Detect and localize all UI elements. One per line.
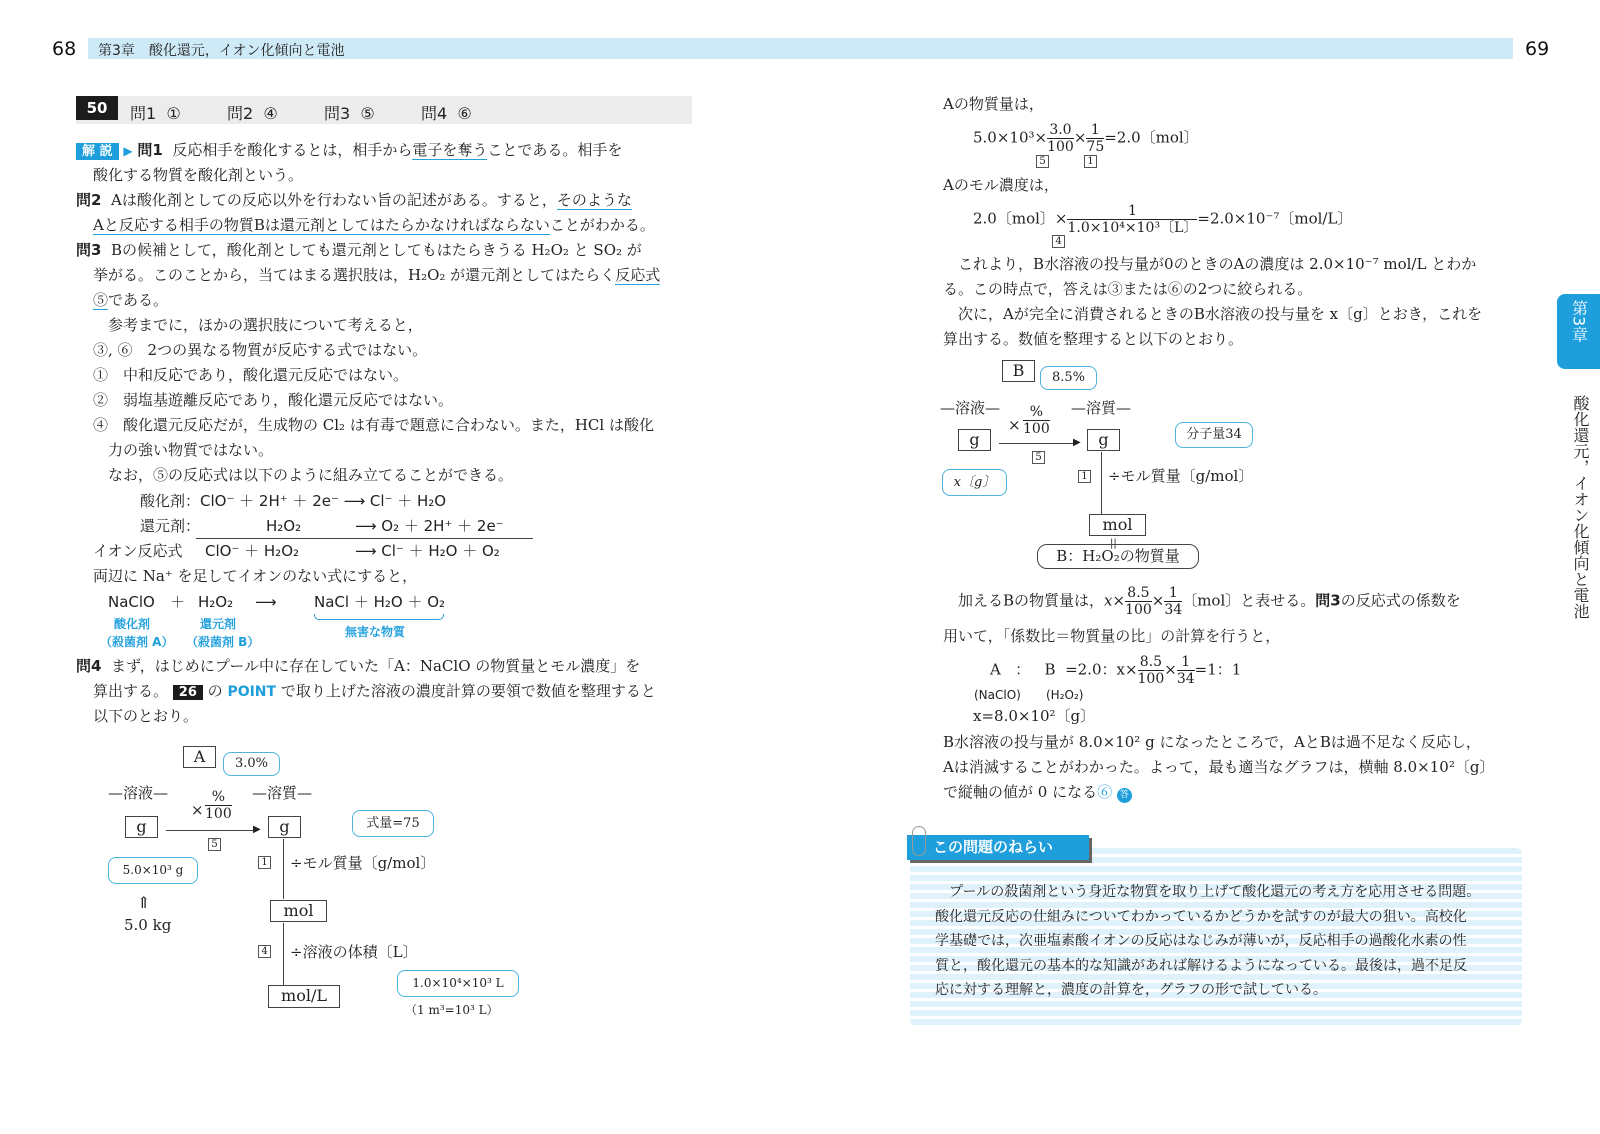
q4-line2: 算出する。 26 の POINT で取り上げた溶液の濃度計算の要領で数値を整理すると xyxy=(93,682,656,700)
triangle-icon: ▶ xyxy=(123,144,133,158)
build-intro: なお，⑤の反応式は以下のように組み立てることができる。 xyxy=(108,466,514,484)
ratio-note-a: (NaClO) xyxy=(974,688,1021,702)
answer-q2: 問2 ④ xyxy=(227,104,278,123)
p5-line1: B水溶液の投与量が 8.0×10² g になったところで，AとBは過不足なく反応し， xyxy=(943,733,1481,751)
chapter-title: 第3章 酸化還元，イオン化傾向と電池 xyxy=(98,43,345,59)
q3-line2: 挙がる。このことから，当てはまる選択肢は，H₂O₂ が還元剤としてはたらく反応式 xyxy=(93,266,661,284)
eq2: 2.0〔mol〕× $\frac{1}{\text{1.0×10⁴×10³〔L〕}}$ =2.0×10⁻⁷〔mol/L〕 xyxy=(973,203,1353,236)
side-tab-chapter: 第3章 xyxy=(1569,300,1589,343)
reference-item: ③, ⑥ 2つの異なる物質が反応する式ではない。 xyxy=(93,341,428,359)
arrow-head-icon: ▶ xyxy=(1073,437,1081,448)
side-tab-title: 酸化還元，イオン化傾向と電池 xyxy=(1571,395,1590,619)
mol-per-l-box: mol/L xyxy=(268,985,340,1008)
a-conc-intro: Aのモル濃度は， xyxy=(943,176,1059,194)
volume-note: （1 m³=10³ L） xyxy=(405,1003,499,1017)
arrow-line-b xyxy=(999,443,1077,444)
p2-line2: 算出する。数値を整理すると以下のとおり。 xyxy=(943,330,1244,348)
solution-g-box-b: g xyxy=(958,429,991,451)
reducer-left: H₂O₂ xyxy=(266,517,302,535)
arrow-head-icon: ▶ xyxy=(253,824,261,835)
q4-paragraph: 問4 まず，はじめにプール中に存在していた「A：NaClO の物質量とモル濃度」を xyxy=(76,657,641,675)
solute-g-box-b: g xyxy=(1087,429,1120,451)
mult-sign-b: × xyxy=(1008,416,1021,434)
solution-label: —溶液— xyxy=(108,784,169,802)
p5-line3: で縦軸の値が 0 になる⑥ 答 xyxy=(943,782,1132,803)
arrow-down-line-2 xyxy=(283,923,284,987)
r1-note2: （殺菌剤 A） xyxy=(100,635,174,649)
p2-line1: 次に，Aが完全に消費されるときのB水溶液の投与量を x〔g〕とおき，これを xyxy=(958,305,1483,323)
q4-line3: 以下のとおり。 xyxy=(93,707,199,725)
eq1: 5.0×10³× $\frac{3.0}{100}$ × $\frac{1}{75}$ =2.0〔mol〕 xyxy=(973,122,1199,155)
eq-products: NaCl ＋ H₂O ＋ O₂ xyxy=(314,593,446,611)
q3-paragraph: 問3 Bの候補として，酸化剤としても還元剤としてもはたらきうる H₂O₂ と SO₂ が xyxy=(76,241,642,259)
step-4-tag: 4 xyxy=(258,945,271,958)
ratio-note-b: (H₂O₂) xyxy=(1046,688,1084,702)
paperclip-icon xyxy=(912,826,926,856)
result-box: B：H₂O₂の物質量 xyxy=(1037,544,1199,569)
arrow-line xyxy=(166,830,258,831)
x-result: x=8.0×10²〔g〕 xyxy=(973,707,1096,725)
na-intro: 両辺に Na⁺ を足してイオンのない式にすると， xyxy=(93,567,418,585)
a-amount-intro: Aの物質量は， xyxy=(943,95,1044,113)
reducer-label: 還元剤： xyxy=(140,517,201,535)
q2-line2: Aと反応する相手の物質Bは還元剤としてはたらかなければならないことがわかる。 xyxy=(93,216,655,234)
mass-bubble: 5.0×10³ g xyxy=(108,857,198,884)
p4: 用いて，「係数比＝物質量の比」の計算を行うと， xyxy=(943,627,1281,645)
eq-arrow: ⟶ xyxy=(255,593,277,611)
aim-text: プールの殺菌剤という身近な物質を取り上げて酸化還元の考え方を応用させる問題。 酸化還元反応の仕組みについてわかっているかどうかを試すのが最大の狙い。高校化 学基礎では，次亜塩素酸イオンの反応はなじみが薄いが，反応相手の過酸化水素の性 質と，酸化還元の基本的な知識があれば解けるようになっている。最後は，過不足反 応に対する理解と，濃度の計算を，グラフの形で試している。 xyxy=(935,884,1481,998)
percent-bubble-b: 8.5% xyxy=(1040,366,1097,390)
percent-fraction-b: % 100 xyxy=(1023,404,1050,437)
products-note: 無害な物質 xyxy=(345,625,406,639)
diagram-a-title: A xyxy=(183,746,216,768)
eq-reactant1: NaClO xyxy=(108,593,155,611)
formula-weight-bubble: 式量=75 xyxy=(352,810,434,837)
ionic-left: ClO⁻ ＋ H₂O₂ xyxy=(205,542,300,560)
div-molar-mass: ÷モル質量〔g/mol〕 xyxy=(290,854,436,872)
div-molar-mass-b: ÷モル質量〔g/mol〕 xyxy=(1108,467,1254,485)
p3: 加えるBの物質量は，x× $\frac{8.5}{100}$ × $\frac{1}{34}$ 〔mol〕と表せる。問3の反応式の係数を xyxy=(958,585,1461,618)
answer-badge-icon: 答 xyxy=(1117,788,1132,803)
q2-paragraph: 問2 Aは酸化剤としての反応以外を行わない旨の記述がある。すると，そのような xyxy=(76,191,632,209)
solution-g-box: g xyxy=(125,816,158,838)
q1-line2: 酸化する物質を酸化剤という。 xyxy=(93,166,304,184)
r2-note: 還元剤 xyxy=(200,617,237,631)
solute-g-box: g xyxy=(268,816,301,838)
r1-note: 酸化剤 xyxy=(114,617,151,631)
ref-badge: 26 xyxy=(173,685,203,700)
mol-box-b: mol xyxy=(1089,514,1146,536)
products-brace xyxy=(314,614,444,620)
reference-item: ④ 酸化還元反応だが，生成物の Cl₂ は有毒で題意に合わない。また，HCl は酸化 xyxy=(93,416,654,434)
p1-line1: これより，B水溶液の投与量が0のときのAの濃度は 2.0×10⁻⁷ mol/L とわか xyxy=(958,255,1477,273)
p1-line2: る。この時点で，答えは③または⑥の2つに絞られる。 xyxy=(943,280,1313,298)
eq1-step1-tag: 1 xyxy=(1084,155,1097,168)
reference-item: 力の強い物質ではない。 xyxy=(108,441,274,459)
p5-line2: Aは消滅することがわかった。よって，最も適当なグラフは，横軸 8.0×10²〔g〕 xyxy=(943,758,1495,776)
reference-item: ① 中和反応であり，酸化還元反応ではない。 xyxy=(93,366,409,384)
explanation-badge: 解 説 xyxy=(76,143,119,160)
volume-bubble: 1.0×10⁴×10³ L xyxy=(397,970,519,997)
answer-q3: 問3 ⑤ xyxy=(324,104,375,123)
solute-label: —溶質— xyxy=(252,784,313,802)
percent-fraction: % 100 xyxy=(205,789,232,822)
answer-q1: 問1 ① xyxy=(130,104,181,123)
q1-paragraph: 解 説 ▶ 問1 反応相手を酸化するとは，相手から電子を奪うことである。相手を xyxy=(76,140,622,162)
mass-note: 5.0 kg xyxy=(124,916,172,934)
mult-sign: × xyxy=(191,801,204,819)
reference-item: ② 弱塩基遊離反応であり，酸化還元反応ではない。 xyxy=(93,391,454,409)
eq-plus: ＋ xyxy=(170,593,186,611)
molecular-weight-bubble: 分子量34 xyxy=(1175,422,1253,448)
reducer-right: ⟶ O₂ ＋ 2H⁺ ＋ 2e⁻ xyxy=(355,517,504,535)
ionic-right: ⟶ Cl⁻ ＋ H₂O ＋ O₂ xyxy=(355,542,500,560)
step-5-tag: 5 xyxy=(208,838,221,851)
r2-note2: （殺菌剤 B） xyxy=(186,635,260,649)
q3-line3: ⑤である。 xyxy=(93,291,169,309)
right-page-number: 69 xyxy=(1525,38,1550,60)
question-number-badge: 50 xyxy=(76,96,118,120)
sum-rule xyxy=(196,538,533,539)
div-volume: ÷溶液の体積〔L〕 xyxy=(290,943,418,961)
step-1-tag: 1 xyxy=(258,856,271,869)
eq1-step5-tag: 5 xyxy=(1036,155,1049,168)
solute-label-b: —溶質— xyxy=(1071,399,1132,417)
ionic-label: イオン反応式 xyxy=(93,542,183,560)
reference-intro: 参考までに，ほかの選択肢について考えると， xyxy=(108,316,423,334)
answer-q4: 問4 ⑥ xyxy=(421,104,472,123)
step-5-tag-b: 5 xyxy=(1032,451,1045,464)
chapter-side-tab[interactable] xyxy=(1557,294,1600,369)
diagram-b-title: B xyxy=(1002,360,1035,382)
ratio-equation: A ： B =2.0：x× $\frac{8.5}{100}$ × $\frac{1}{34}$ =1：1 xyxy=(990,654,1242,687)
left-page-number: 68 xyxy=(52,38,77,60)
aim-title: この問題のねらい xyxy=(907,835,1089,860)
step-1-tag-b: 1 xyxy=(1078,470,1091,483)
arrow-down-line-b xyxy=(1101,452,1102,514)
percent-bubble: 3.0% xyxy=(223,752,280,776)
answer-mark: ⑥ xyxy=(1097,783,1113,801)
eq-reactant2: H₂O₂ xyxy=(198,593,234,611)
oxidizer-half-reaction: 酸化剤：ClO⁻ ＋ 2H⁺ ＋ 2e⁻ ⟶ Cl⁻ ＋ H₂O xyxy=(140,492,447,510)
arrow-down-line xyxy=(283,839,284,899)
mol-box: mol xyxy=(270,900,327,922)
solution-label-b: —溶液— xyxy=(940,399,1001,417)
mass-bubble-b: x〔g〕 xyxy=(942,469,1007,496)
eq2-step4-tag: 4 xyxy=(1052,235,1065,248)
equals-sign: || xyxy=(1110,538,1117,549)
up-arrow-icon: ⇑ xyxy=(137,893,151,912)
